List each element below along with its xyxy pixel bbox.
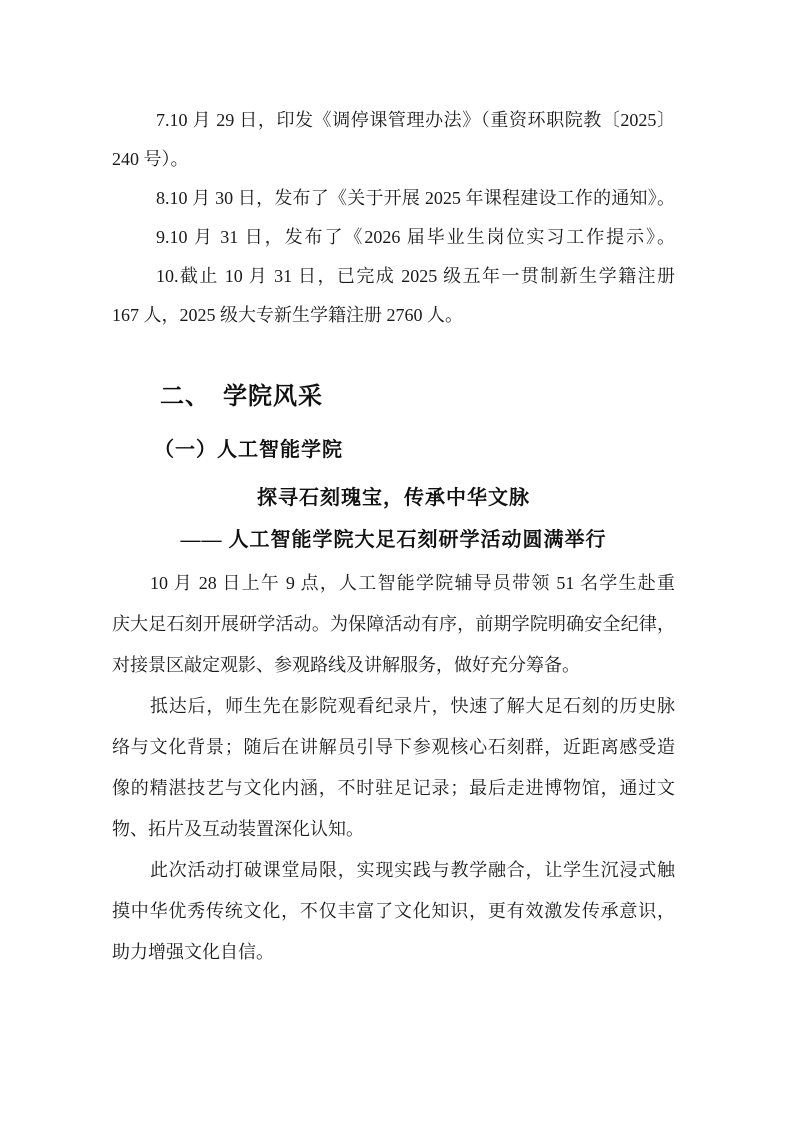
article-title: 探寻石刻瑰宝，传承中华文脉	[257, 487, 530, 509]
notice-item-10-line-1: 10.截止 10 月 31 日，已完成 2025 级五年一贯制新生学籍注册	[156, 266, 675, 286]
notice-item-7-line-1: 7.10 月 29 日，印发《调停课管理办法》（重资环职院教〔2025〕	[156, 110, 675, 130]
paragraph-2-line-1: 抵达后，师生先在影院观看纪录片，快速了解大足石刻的历史脉	[150, 696, 675, 716]
paragraph-1-line-3: 对接景区敲定观影、参观路线及讲解服务，做好充分筹备。	[112, 655, 580, 675]
notice-item-10-line-2: 167 人，2025 级大专新生学籍注册 2760 人。	[112, 305, 463, 325]
paragraph-2-line-4: 物、拓片及互动装置深化认知。	[112, 819, 364, 839]
paragraph-3-line-1: 此次活动打破课堂局限，实现实践与教学融合，让学生沉浸式触	[150, 860, 675, 880]
notice-list	[112, 101, 675, 335]
paragraph-1-line-1: 10 月 28 日上午 9 点，人工智能学院辅导员带领 51 名学生赴重	[150, 573, 675, 593]
paragraph-3-line-2: 摸中华优秀传统文化，不仅丰富了文化知识，更有效激发传承意识，	[112, 901, 675, 921]
section-heading: 二、 学院风采	[160, 383, 323, 410]
paragraph-1-line-2: 庆大足石刻开展研学活动。为保障活动有序，前期学院明确安全纪律，	[112, 614, 675, 634]
notice-item-9: 9.10 月 31 日，发布了《2026 届毕业生岗位实习工作提示》。	[156, 227, 675, 247]
paragraph-2-line-2: 络与文化背景；随后在讲解员引导下参观核心石刻群，近距离感受造	[112, 737, 675, 757]
notice-item-8: 8.10 月 30 日，发布了《关于开展 2025 年课程建设工作的通知》。	[156, 188, 675, 208]
notice-item-7-line-2: 240 号）。	[112, 149, 189, 169]
paragraph-3-line-3: 助力增强文化自信。	[112, 942, 274, 962]
paragraph-2-line-3: 像的精湛技艺与文化内涵，不时驻足记录；最后走进博物馆，通过文	[112, 778, 675, 798]
article-body	[112, 563, 675, 973]
article-subtitle: —— 人工智能学院大足石刻研学活动圆满举行	[180, 529, 607, 551]
subsection-heading: （一）人工智能学院	[154, 439, 343, 461]
